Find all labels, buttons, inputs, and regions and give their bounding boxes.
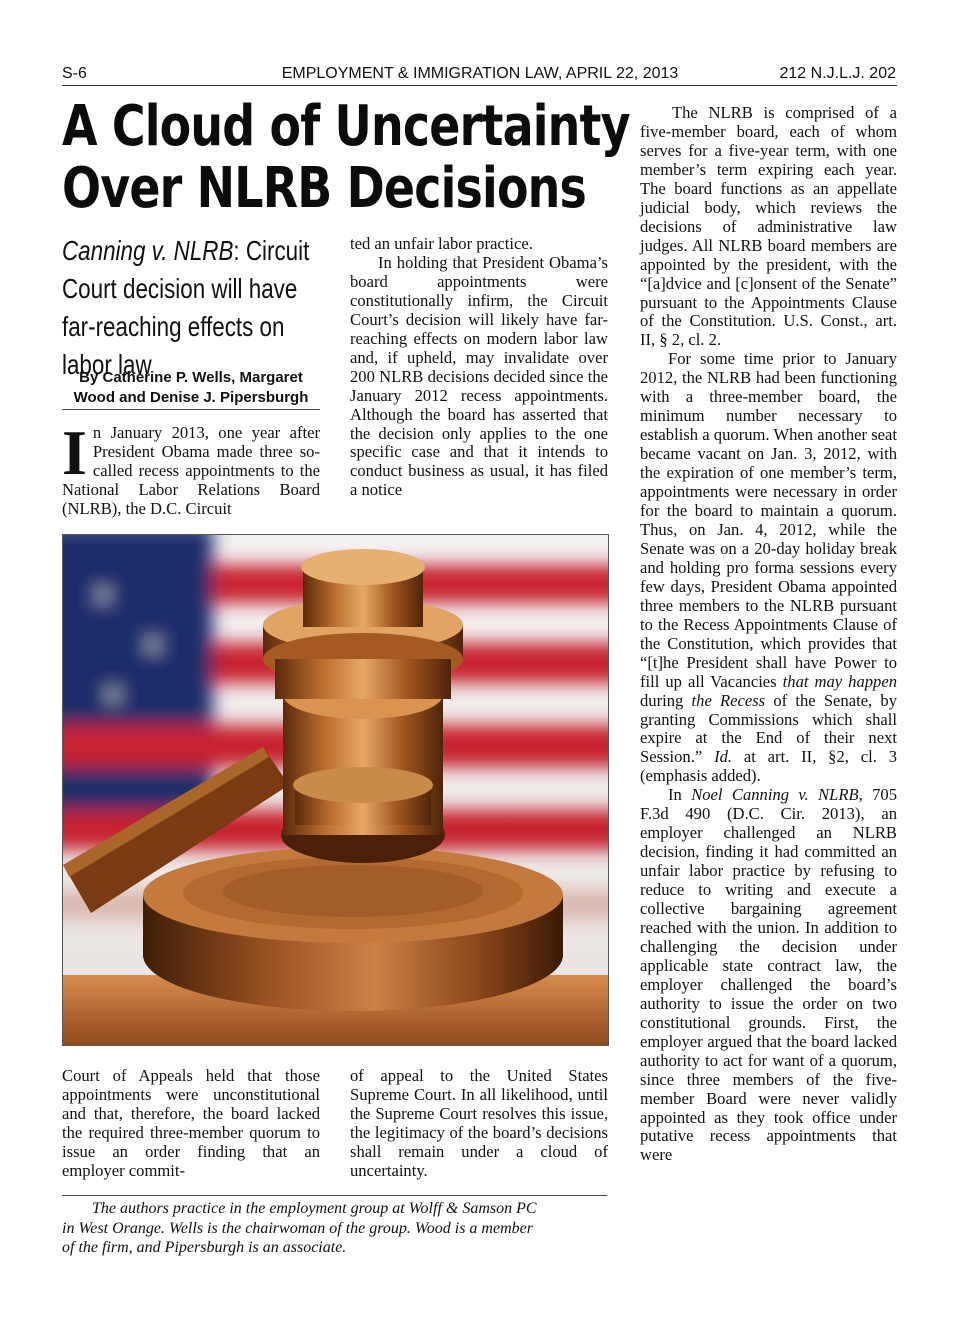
footnote-rule	[62, 1195, 607, 1196]
citation: 212 N.J.L.J. 202	[779, 65, 896, 82]
column-2-bottom	[350, 1067, 608, 1181]
paragraph: ted an unfair labor practice.	[350, 234, 533, 253]
text-run: during	[640, 690, 692, 710]
paragraph: The NLRB is comprised of a five-member board, each of whom serves for a five-year term, with one member’s term expiring each year. The board functions as an appellate judicial body, which reviews the decisions of administrative law judges. All NLRB board members are appointed by the president, with the “[a]dvice and [c]onsent of the Senate” pursuant to the Appointments Clause of the Constitution. U.S. Const., art. II, § 2, cl. 2.	[640, 103, 897, 350]
byline: By Catherine P. Wells, Margaret Wood and Denise J. Pipersburgh	[73, 369, 309, 406]
emphasis: that may happen	[782, 671, 898, 691]
author-note-line: of the firm, and Pipersburgh is an associate.	[62, 1239, 347, 1256]
byline-rule	[62, 409, 320, 410]
paragraph: Court of Appeals held that those appointments were unconstitutional and that, therefore, the board lacked the required three-member quorum to issue an order finding that an employer commit-	[62, 1066, 320, 1180]
headline-line-1: A Cloud of Uncertainty	[62, 94, 630, 159]
headline	[62, 94, 630, 221]
headline-line-2: Over NLRB Decisions	[62, 156, 587, 221]
paragraph	[640, 786, 897, 1165]
intro-text: n January 2013, one year after President Obama made three so-called recess appointments to the National Labor Relations Board (NLRB), the D.C. Circuit	[62, 423, 320, 518]
author-note-line: in West Orange. Wells is the chairwoman of the group. Wood is a member	[62, 1219, 533, 1237]
column-2-top	[350, 235, 608, 500]
paragraph: In holding that President Obama’s board appointments were constitutionally infirm, the Circuit Court’s decision will likely have far-reaching effects on modern labor law and, if upheld, may invalidate over 200 NLRB decisions decided since the January 2012 recess appointments. Although the board has asserted that the decision only applies to the one specific case and that it intends to conduct business as usual, it has filed a notice	[350, 252, 608, 500]
text-run: In	[668, 785, 692, 805]
text-run: at art. II, §2, cl. 3 (emphasis added).	[640, 747, 897, 786]
page-number: S-6	[62, 65, 87, 82]
text-run: For some time prior to January 2012, the NLRB had been functioning with a three-member board, the minimum number necessary to establish a quorum. When another seat became vacant on Jan. 3, 2012, with the expiration of one member’s term, appointments were necessary in order for the board to maintain a quorum. Thus, on Jan. 4, 2012, while the Senate was on a 20-day holiday break and holding pro forma sessions every few days, President Obama appointed three members to the NLRB pursuant to the Recess Appointments Clause of the Constitution, which provides that “[t]he President shall have Power to fill up all Vacancies	[640, 349, 897, 691]
drop-cap: I	[62, 417, 87, 488]
text-run: , 705 F.3d 490 (D.C. Cir. 2013), an employer challenged an NLRB decision, finding it had committed an unfair labor practice by refusing to reduce to writing and execute a collective bargaining agreement reached with the union. In addition to challenging the decision under applicable state contract law, the employer challenged the board’s authority to issue the order on two constitutional grounds. First, the employer argued that the board lacked authority to act for want of a quorum, since three members of the five-member Board were never validly appointed as they took office under putative recess appointments that were	[640, 785, 897, 1165]
paragraph	[640, 350, 897, 786]
column-3	[640, 104, 897, 1165]
text-run: of the Senate, by granting Commissions which shall expire at the End of their next Session.”	[640, 690, 897, 767]
paragraph: of appeal to the United States Supreme Court. In all likelihood, until the Supreme Court resolves this issue, the legitimacy of the board’s decisions shall remain under a cloud of uncertainty.	[350, 1066, 608, 1180]
column-1-top	[62, 417, 320, 519]
author-note	[62, 1199, 608, 1258]
deck	[62, 232, 326, 384]
column-1-bottom	[62, 1067, 320, 1181]
emphasis: the Recess	[691, 690, 766, 710]
author-note-line: The authors practice in the employment group at Wolff & Samson PC	[92, 1200, 537, 1217]
case-name: Noel Canning v. NLRB	[691, 785, 859, 805]
deck-text: : Circuit Court decision will have far-reaching effects on labor law	[62, 235, 310, 380]
section-header: EMPLOYMENT & IMMIGRATION LAW, APRIL 22, 2013	[281, 65, 679, 82]
deck-case-name: Canning v. NLRB	[62, 235, 234, 266]
gavel-photo	[62, 534, 609, 1046]
header-rule	[62, 85, 897, 86]
emphasis: Id.	[714, 747, 733, 767]
